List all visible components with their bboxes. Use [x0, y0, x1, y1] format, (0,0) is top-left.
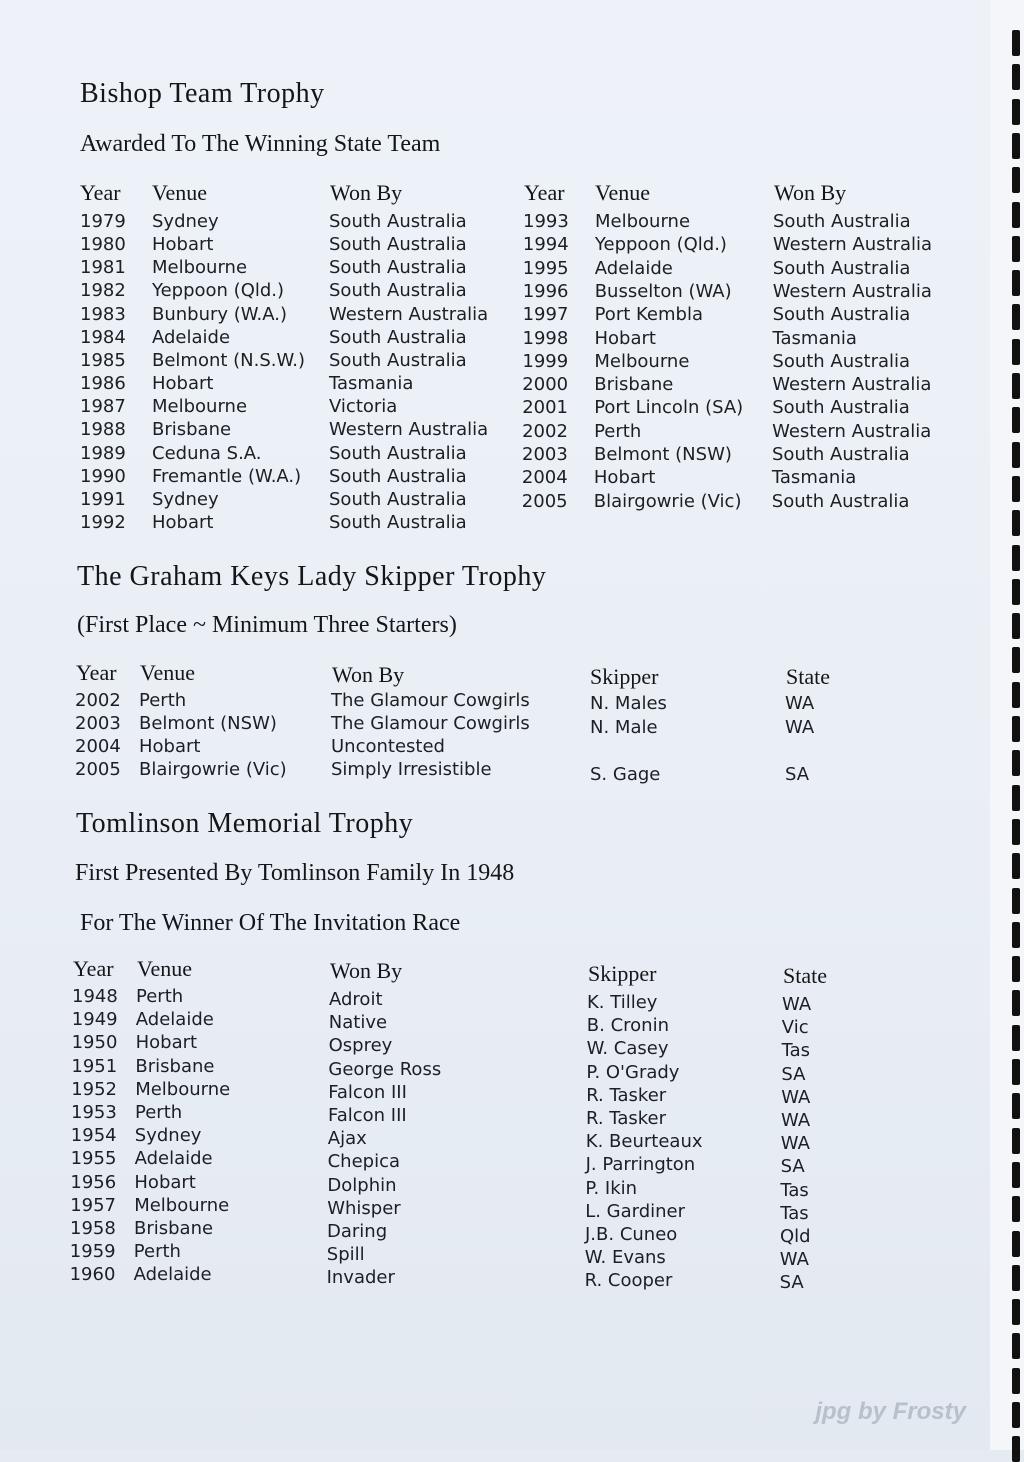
tomlinson-venue-cell: Brisbane	[135, 1055, 215, 1077]
tomlinson-year-cell: 1949	[71, 1009, 118, 1031]
binding-ring	[1012, 1093, 1020, 1119]
keys-header-venue: Venue	[140, 660, 195, 685]
tomlinson-header-won-by: Won By	[330, 958, 403, 983]
binding-ring	[1012, 339, 1020, 365]
bishop-won-by-cell: South Australia	[329, 488, 467, 510]
binding-ring	[1012, 1059, 1020, 1085]
tomlinson-won-by-cell: Osprey	[328, 1035, 393, 1057]
bishop-right-won-by-cell: South Australia	[772, 304, 911, 326]
tomlinson-skipper-cell: R. Tasker	[586, 1084, 667, 1106]
bishop-year-cell: 1990	[80, 465, 126, 487]
tomlinson-won-by-cell: Chepica	[327, 1151, 400, 1173]
tomlinson-venue-cell: Adelaide	[134, 1148, 213, 1170]
bishop-venue-cell: Melbourne	[152, 257, 248, 279]
keys-venue-cell: Blairgowrie (Vic)	[139, 759, 287, 780]
bishop-right-year-cell: 2000	[522, 374, 569, 396]
bishop-year-cell: 1981	[80, 257, 126, 279]
binding-ring	[1012, 716, 1020, 742]
bishop-header-venue-2: Venue	[595, 180, 650, 205]
keys-won-by-cell: The Glamour Cowgirls	[331, 690, 530, 711]
binding-ring	[1012, 167, 1020, 193]
bishop-year-cell: 1989	[80, 442, 126, 464]
keys-header-won-by: Won By	[332, 662, 405, 687]
tomlinson-venue-cell: Perth	[136, 986, 184, 1007]
binding-ring	[1012, 682, 1020, 708]
bishop-header-year-2: Year	[524, 180, 565, 205]
tomlinson-skipper-cell: P. Ikin	[585, 1177, 638, 1199]
bishop-subtitle: Awarded To The Winning State Team	[80, 131, 441, 157]
bishop-won-by-cell: Tasmania	[329, 373, 414, 395]
bishop-right-venue-cell: Melbourne	[594, 350, 690, 372]
bishop-right-year-cell: 2002	[522, 420, 568, 442]
bishop-venue-cell: Bunbury (W.A.)	[152, 303, 287, 325]
bishop-right-won-by-cell: South Australia	[773, 211, 911, 232]
keys-title: The Graham Keys Lady Skipper Trophy	[77, 561, 547, 592]
binding-ring	[1012, 1265, 1020, 1291]
tomlinson-state-cell: WA	[780, 1133, 810, 1155]
bishop-right-won-by-cell: Western Australia	[772, 420, 932, 442]
bishop-won-by-cell: Western Australia	[329, 303, 489, 325]
keys-subtitle: (First Place ~ Minimum Three Starters)	[77, 612, 457, 638]
bishop-right-venue-cell: Perth	[594, 420, 642, 442]
bishop-venue-cell: Sydney	[152, 488, 219, 510]
bishop-year-cell: 1988	[80, 419, 126, 441]
bishop-venue-cell: Hobart	[152, 234, 214, 256]
binding-ring	[1012, 819, 1020, 845]
binding-ring	[1012, 202, 1020, 228]
bishop-venue-cell: Melbourne	[152, 396, 248, 418]
bishop-venue-cell: Brisbane	[152, 419, 232, 441]
bishop-right-venue-cell: Adelaide	[594, 257, 673, 279]
binding-ring	[1012, 990, 1020, 1016]
binding-ring	[1012, 1436, 1020, 1462]
bishop-right-venue-cell: Port Lincoln (SA)	[594, 397, 744, 419]
tomlinson-year-cell: 1954	[70, 1125, 117, 1147]
binding-ring	[1012, 613, 1020, 639]
tomlinson-won-by-cell: Falcon III	[328, 1105, 407, 1126]
bishop-right-won-by-cell: South Australia	[772, 444, 910, 465]
bishop-right-venue-cell: Yeppoon (Qld.)	[594, 234, 727, 256]
binding-ring	[1012, 579, 1020, 605]
keys-year-cell: 2005	[75, 759, 121, 780]
tomlinson-won-by-cell: George Ross	[328, 1058, 442, 1080]
tomlinson-title: Tomlinson Memorial Trophy	[76, 808, 414, 839]
bishop-venue-cell: Ceduna S.A.	[152, 442, 262, 464]
bishop-right-won-by-cell: South Australia	[772, 397, 910, 419]
bishop-year-cell: 1985	[80, 349, 126, 371]
tomlinson-header-venue: Venue	[137, 956, 192, 981]
bishop-year-cell: 1979	[80, 211, 126, 232]
binding-ring	[1012, 853, 1020, 879]
tomlinson-state-cell: WA	[782, 994, 812, 1015]
tomlinson-skipper-cell: R. Cooper	[584, 1270, 673, 1292]
bishop-right-year-cell: 2005	[521, 490, 568, 512]
binding-ring	[1012, 30, 1020, 56]
binding-ring	[1012, 64, 1020, 90]
tomlinson-venue-cell: Adelaide	[133, 1264, 212, 1286]
bishop-right-year-cell: 1999	[522, 350, 569, 372]
tomlinson-subtitle-1: First Presented By Tomlinson Family In 1948	[75, 860, 515, 886]
tomlinson-skipper-cell: B. Cronin	[586, 1015, 669, 1037]
tomlinson-won-by-cell: Spill	[326, 1244, 365, 1266]
bishop-venue-cell: Hobart	[152, 511, 214, 533]
tomlinson-venue-cell: Melbourne	[135, 1078, 231, 1100]
binding-ring	[1012, 956, 1020, 982]
bishop-right-won-by-cell: Western Australia	[772, 374, 932, 396]
bishop-year-cell: 1982	[80, 280, 126, 302]
bishop-year-cell: 1980	[80, 234, 126, 256]
keys-state-cell: WA	[785, 716, 815, 738]
bishop-right-venue-cell: Melbourne	[595, 211, 691, 232]
bishop-won-by-cell: South Australia	[329, 234, 467, 256]
binding-ring	[1012, 922, 1020, 948]
bishop-won-by-cell: Western Australia	[329, 419, 489, 441]
bishop-year-cell: 1991	[80, 488, 126, 510]
keys-year-cell: 2002	[75, 690, 121, 711]
tomlinson-venue-cell: Hobart	[135, 1032, 198, 1054]
tomlinson-year-cell: 1953	[71, 1102, 117, 1123]
binding-ring	[1012, 304, 1020, 330]
tomlinson-won-by-cell: Whisper	[327, 1197, 401, 1219]
bishop-right-year-cell: 1996	[522, 280, 569, 302]
binding-ring	[1012, 647, 1020, 673]
bishop-year-cell: 1992	[80, 511, 126, 533]
tomlinson-skipper-cell: J.B. Cuneo	[585, 1224, 678, 1245]
bishop-right-year-cell: 1998	[522, 327, 569, 349]
binding-ring	[1012, 476, 1020, 502]
keys-year-cell: 2003	[75, 713, 121, 734]
tomlinson-state-cell: Vic	[781, 1017, 809, 1039]
keys-won-by-cell: Uncontested	[331, 736, 445, 757]
bishop-right-year-cell: 1997	[522, 304, 569, 326]
binding-ring	[1012, 510, 1020, 536]
tomlinson-skipper-cell: K. Tilley	[587, 992, 658, 1013]
tomlinson-state-cell: WA	[781, 1110, 811, 1131]
bishop-right-year-cell: 2003	[522, 444, 568, 465]
bishop-won-by-cell: South Australia	[329, 211, 467, 232]
tomlinson-state-cell: Qld	[780, 1226, 811, 1247]
keys-won-by-cell: The Glamour Cowgirls	[331, 713, 530, 734]
tomlinson-skipper-cell: L. Gardiner	[585, 1200, 686, 1222]
tomlinson-won-by-cell: Adroit	[329, 989, 383, 1010]
bishop-won-by-cell: South Australia	[329, 442, 467, 464]
tomlinson-state-cell: Tas	[781, 1040, 811, 1062]
bishop-right-won-by-cell: Tasmania	[772, 327, 857, 349]
bishop-right-won-by-cell: Western Australia	[772, 234, 933, 256]
bishop-right-venue-cell: Hobart	[593, 467, 656, 489]
tomlinson-state-cell: Tas	[780, 1179, 809, 1201]
bishop-year-cell: 1984	[80, 326, 126, 348]
tomlinson-won-by-cell: Ajax	[327, 1128, 367, 1150]
tomlinson-venue-cell: Perth	[133, 1241, 181, 1263]
bishop-right-won-by-cell: Western Australia	[772, 280, 932, 302]
tomlinson-skipper-cell: P. O'Grady	[586, 1061, 680, 1083]
tomlinson-won-by-cell: Native	[328, 1012, 388, 1034]
keys-year-cell: 2004	[75, 736, 121, 757]
tomlinson-subtitle-2: For The Winner Of The Invitation Race	[80, 910, 461, 936]
bishop-right-venue-cell: Belmont (NSW)	[594, 444, 732, 465]
tomlinson-state-cell: Tas	[780, 1202, 809, 1224]
tomlinson-year-cell: 1948	[72, 986, 118, 1007]
tomlinson-header-skipper: Skipper	[588, 961, 657, 986]
bishop-won-by-cell: South Australia	[329, 511, 467, 533]
binding-ring	[1012, 1025, 1020, 1051]
binding-ring	[1012, 407, 1020, 433]
tomlinson-venue-cell: Brisbane	[134, 1218, 214, 1239]
bishop-header-venue: Venue	[152, 180, 207, 205]
keys-won-by-cell: Simply Irresistible	[331, 759, 492, 780]
binding-ring	[1012, 1333, 1020, 1359]
binding-ring	[1012, 373, 1020, 399]
tomlinson-state-cell: SA	[779, 1272, 804, 1294]
binding-ring	[1012, 236, 1020, 262]
keys-state-cell: WA	[785, 693, 815, 714]
bishop-right-won-by-cell: South Australia	[772, 350, 911, 372]
binding-ring	[1012, 442, 1020, 468]
binding-ring	[1012, 1196, 1020, 1222]
binding-ring	[1012, 545, 1020, 571]
bishop-right-venue-cell: Busselton (WA)	[594, 280, 732, 302]
keys-header-state: State	[786, 664, 830, 689]
bishop-right-venue-cell: Blairgowrie (Vic)	[593, 490, 742, 512]
tomlinson-header-state: State	[783, 963, 827, 988]
bishop-header-year: Year	[80, 180, 121, 205]
bishop-right-venue-cell: Port Kembla	[594, 304, 703, 326]
tomlinson-state-cell: WA	[779, 1249, 809, 1271]
bishop-won-by-cell: South Australia	[329, 280, 467, 302]
bishop-year-cell: 1987	[80, 396, 126, 418]
tomlinson-year-cell: 1950	[71, 1032, 118, 1054]
keys-skipper-cell: N. Males	[590, 693, 667, 714]
bishop-year-cell: 1983	[80, 303, 126, 325]
keys-venue-cell: Hobart	[139, 736, 201, 757]
binding-ring	[1012, 1231, 1020, 1257]
tomlinson-header-year: Year	[73, 956, 114, 981]
bishop-right-won-by-cell: South Australia	[771, 490, 910, 512]
tomlinson-state-cell: WA	[781, 1086, 811, 1108]
bishop-right-year-cell: 2001	[522, 397, 568, 419]
tomlinson-venue-cell: Hobart	[134, 1171, 196, 1193]
tomlinson-state-cell: SA	[780, 1156, 805, 1178]
bishop-right-venue-cell: Brisbane	[594, 374, 674, 396]
binding-ring	[1012, 99, 1020, 125]
bishop-right-venue-cell: Hobart	[594, 327, 656, 349]
bishop-won-by-cell: Victoria	[329, 396, 398, 418]
bishop-right-won-by-cell: Tasmania	[771, 467, 857, 489]
bishop-venue-cell: Fremantle (W.A.)	[152, 465, 302, 487]
binding-ring	[1012, 133, 1020, 159]
tomlinson-won-by-cell: Daring	[327, 1221, 388, 1242]
binding-ring	[1012, 1128, 1020, 1154]
tomlinson-venue-cell: Perth	[135, 1102, 183, 1123]
tomlinson-skipper-cell: J. Parrington	[585, 1154, 696, 1176]
bishop-venue-cell: Yeppoon (Qld.)	[152, 280, 285, 302]
bishop-venue-cell: Hobart	[152, 373, 214, 395]
tomlinson-year-cell: 1955	[70, 1148, 117, 1170]
binding-ring	[1012, 785, 1020, 811]
tomlinson-year-cell: 1952	[71, 1078, 117, 1100]
tomlinson-year-cell: 1956	[70, 1171, 117, 1193]
binding-ring	[1012, 888, 1020, 914]
binding-ring	[1012, 1299, 1020, 1325]
bishop-right-year-cell: 1993	[523, 211, 569, 232]
keys-header-year: Year	[76, 660, 117, 685]
tomlinson-skipper-cell: W. Casey	[586, 1038, 669, 1060]
tomlinson-venue-cell: Sydney	[134, 1125, 202, 1147]
tomlinson-won-by-cell: Falcon III	[328, 1081, 407, 1103]
tomlinson-venue-cell: Melbourne	[134, 1194, 230, 1216]
bishop-right-year-cell: 1995	[522, 257, 569, 279]
keys-venue-cell: Perth	[139, 690, 187, 711]
binding-ring	[1012, 1402, 1020, 1428]
bishop-venue-cell: Adelaide	[152, 326, 231, 348]
spiral-binding	[990, 0, 1024, 1450]
bishop-year-cell: 1986	[80, 373, 126, 395]
binding-ring	[1012, 270, 1020, 296]
keys-header-skipper: Skipper	[590, 664, 659, 689]
tomlinson-skipper-cell: K. Beurteaux	[585, 1131, 703, 1153]
keys-skipper-cell: S. Gage	[590, 763, 661, 785]
tomlinson-state-cell: SA	[781, 1063, 806, 1085]
tomlinson-won-by-cell: Dolphin	[327, 1174, 397, 1196]
bishop-right-year-cell: 2004	[521, 467, 568, 489]
tomlinson-year-cell: 1959	[69, 1241, 116, 1263]
bishop-won-by-cell: South Australia	[329, 349, 467, 371]
binding-ring	[1012, 1162, 1020, 1188]
keys-skipper-cell: N. Male	[590, 716, 658, 738]
bishop-venue-cell: Sydney	[152, 211, 219, 232]
bishop-won-by-cell: South Australia	[329, 257, 467, 279]
bishop-title: Bishop Team Trophy	[80, 78, 325, 109]
tomlinson-skipper-cell: W. Evans	[584, 1247, 666, 1269]
binding-ring	[1012, 1368, 1020, 1394]
watermark: jpg by Frosty	[815, 1398, 966, 1425]
tomlinson-year-cell: 1958	[70, 1218, 116, 1239]
tomlinson-venue-cell: Adelaide	[135, 1009, 214, 1031]
bishop-venue-cell: Belmont (N.S.W.)	[152, 349, 305, 371]
bishop-right-won-by-cell: South Australia	[772, 257, 911, 279]
bishop-won-by-cell: South Australia	[329, 326, 467, 348]
tomlinson-won-by-cell: Invader	[326, 1267, 395, 1289]
bishop-header-won-by-2: Won By	[774, 180, 847, 205]
tomlinson-year-cell: 1957	[70, 1194, 116, 1216]
tomlinson-year-cell: 1960	[69, 1264, 116, 1286]
bishop-right-year-cell: 1994	[522, 234, 569, 256]
keys-venue-cell: Belmont (NSW)	[139, 713, 277, 734]
tomlinson-year-cell: 1951	[71, 1055, 118, 1077]
bishop-header-won-by: Won By	[330, 180, 403, 205]
binding-ring	[1012, 750, 1020, 776]
keys-state-cell: SA	[785, 763, 810, 785]
tomlinson-skipper-cell: R. Tasker	[586, 1108, 666, 1129]
bishop-won-by-cell: South Australia	[329, 465, 467, 487]
